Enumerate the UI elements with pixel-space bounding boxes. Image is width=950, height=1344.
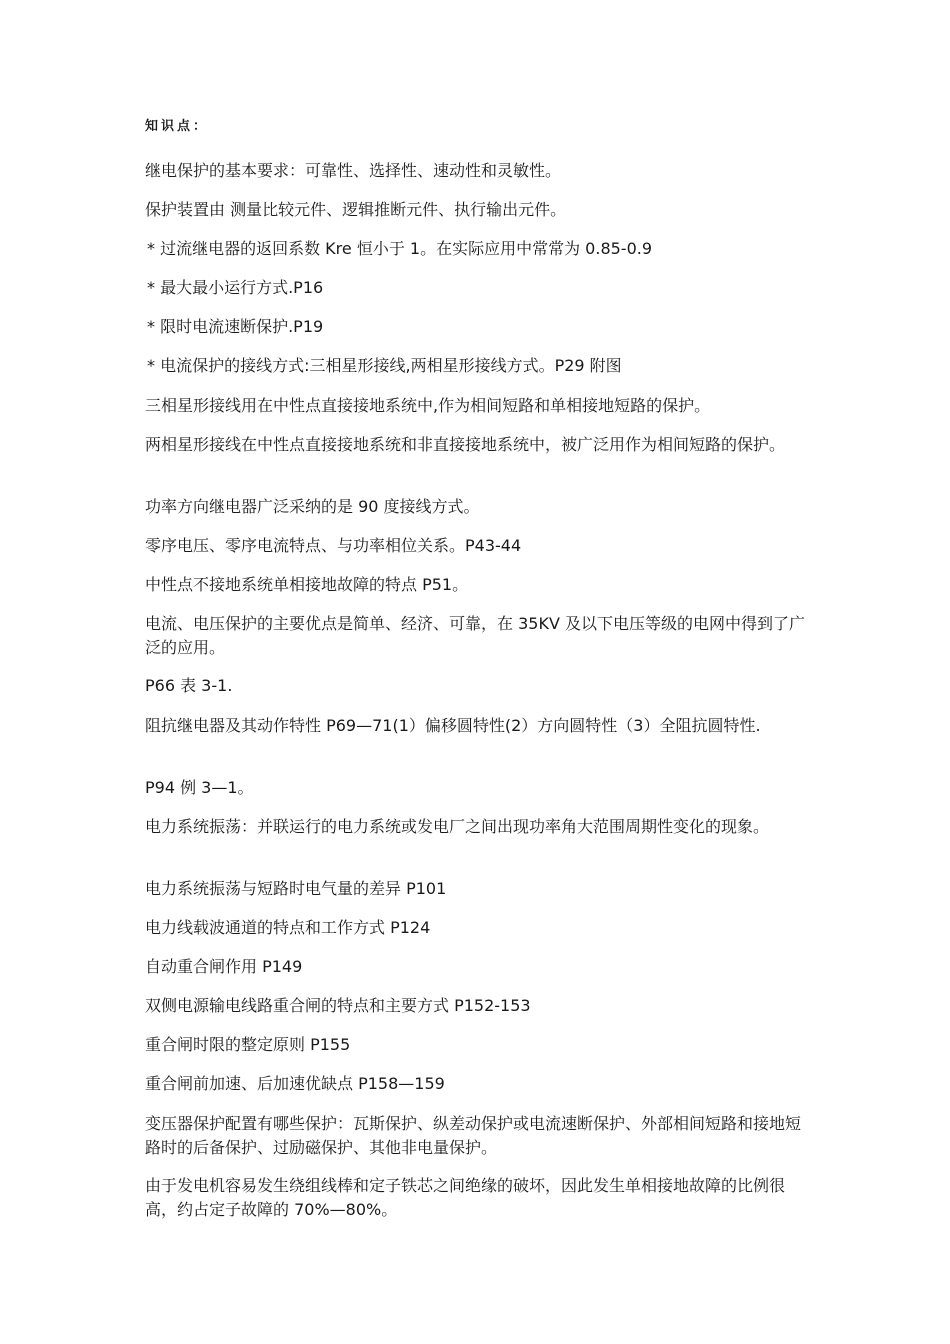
bullet-paragraph: * 最大最小运行方式.P16 [147,278,324,297]
paragraph: 阻抗继电器及其动作特性 P69—71(1）偏移圆特性(2）方向圆特性（3）全阻抗圆特性. [145,716,761,735]
paragraph: 保护装置由 测量比较元件、逻辑推断元件、执行输出元件。 [145,200,567,219]
paragraph: 电力线载波通道的特点和工作方式 P124 [145,918,431,937]
paragraph: 由于发电机容易发生绕组线棒和定子铁芯之间绝缘的破坏，因此发生单相接地故障的比例很高，约占定子故障的 70%—80%。 [145,1176,786,1219]
bullet-paragraph: * 电流保护的接线方式:三相星形接线,两相星形接线方式。P29 附图 [147,356,622,375]
paragraph: 电力系统振荡：并联运行的电力系统或发电厂之间出现功率角大范围周期性变化的现象。 [145,817,770,836]
paragraph: 重合闸时限的整定原则 P155 [145,1035,351,1054]
paragraph: 继电保护的基本要求：可靠性、选择性、速动性和灵敏性。 [145,161,562,180]
paragraph: 电流、电压保护的主要优点是简单、经济、可靠，在 35KV 及以下电压等级的电网中得到了广泛的应用。 [145,614,805,657]
paragraph: P94 例 3—1。 [145,778,254,797]
bullet-paragraph: * 限时电流速断保护.P19 [147,317,324,336]
paragraph: 双侧电源输电线路重合闸的特点和主要方式 P152-153 [145,996,531,1015]
bullet-paragraph: * 过流继电器的返回系数 Kre 恒小于 1。在实际应用中常常为 0.85-0.9 [147,239,653,258]
paragraph: 变压器保护配置有哪些保护：瓦斯保护、纵差动保护或电流速断保护、外部相间短路和接地短路时的后备保护、过励磁保护、其他非电量保护。 [145,1114,802,1157]
paragraph: 电力系统振荡与短路时电气量的差异 P101 [145,879,447,898]
paragraph: 中性点不接地系统单相接地故障的特点 P51。 [145,575,469,594]
paragraph: 功率方向继电器广泛采纳的是 90 度接线方式。 [145,497,480,516]
paragraph: 零序电压、零序电流特点、与功率相位关系。P43-44 [145,536,522,555]
section-heading: 知识点： [145,119,210,134]
paragraph: 自动重合闸作用 P149 [145,957,303,976]
paragraph: P66 表 3-1. [145,676,233,695]
paragraph: 三相星形接线用在中性点直接接地系统中,作为相间短路和单相接地短路的保护。 [145,396,711,415]
paragraph: 两相星形接线在中性点直接接地系统和非直接接地系统中，被广泛用作为相间短路的保护。 [145,435,786,454]
paragraph: 重合闸前加速、后加速优缺点 P158—159 [145,1074,445,1093]
